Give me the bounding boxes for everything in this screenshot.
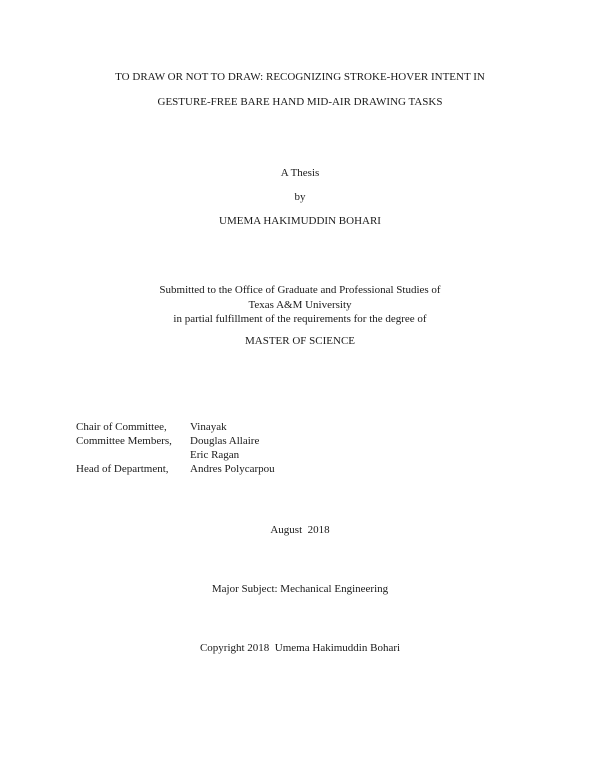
copyright-notice: Copyright 2018 Umema Hakimuddin Bohari <box>199 642 401 654</box>
committee-row <box>76 462 275 476</box>
committee-list <box>76 420 275 476</box>
thesis-title-line-1: TO DRAW OR NOT TO DRAW: RECOGNIZING STROKE-HOVER INTENT IN <box>115 71 485 83</box>
committee-row <box>76 420 275 434</box>
submission-date: August 2018 <box>270 524 330 536</box>
committee-member-name: Andres Polycarpou <box>190 463 275 475</box>
major-subject: Major Subject: Mechanical Engineering <box>211 583 389 595</box>
by-label: by <box>294 191 306 203</box>
committee-member-name: Eric Ragan <box>190 449 240 461</box>
committee-member-name: Douglas Allaire <box>190 435 260 447</box>
committee-row <box>76 434 275 448</box>
committee-role <box>76 448 190 462</box>
submission-line-1: Submitted to the Office of Graduate and Professional Studies of <box>159 284 441 296</box>
thesis-label: A Thesis <box>280 167 320 179</box>
committee-role: Head of Department, <box>76 463 169 475</box>
committee-role: Chair of Committee, <box>76 421 167 433</box>
submission-line-3: in partial fulfillment of the requirements for the degree of <box>173 313 427 325</box>
committee-member-name: Vinayak <box>190 421 227 433</box>
committee-row <box>76 448 275 462</box>
committee-role: Committee Members, <box>76 435 172 447</box>
submission-line-2: Texas A&M University <box>248 299 352 311</box>
author-name: UMEMA HAKIMUDDIN BOHARI <box>219 215 381 227</box>
degree-name: MASTER OF SCIENCE <box>244 335 356 347</box>
thesis-title-line-2: GESTURE-FREE BARE HAND MID-AIR DRAWING TASKS <box>157 96 443 108</box>
